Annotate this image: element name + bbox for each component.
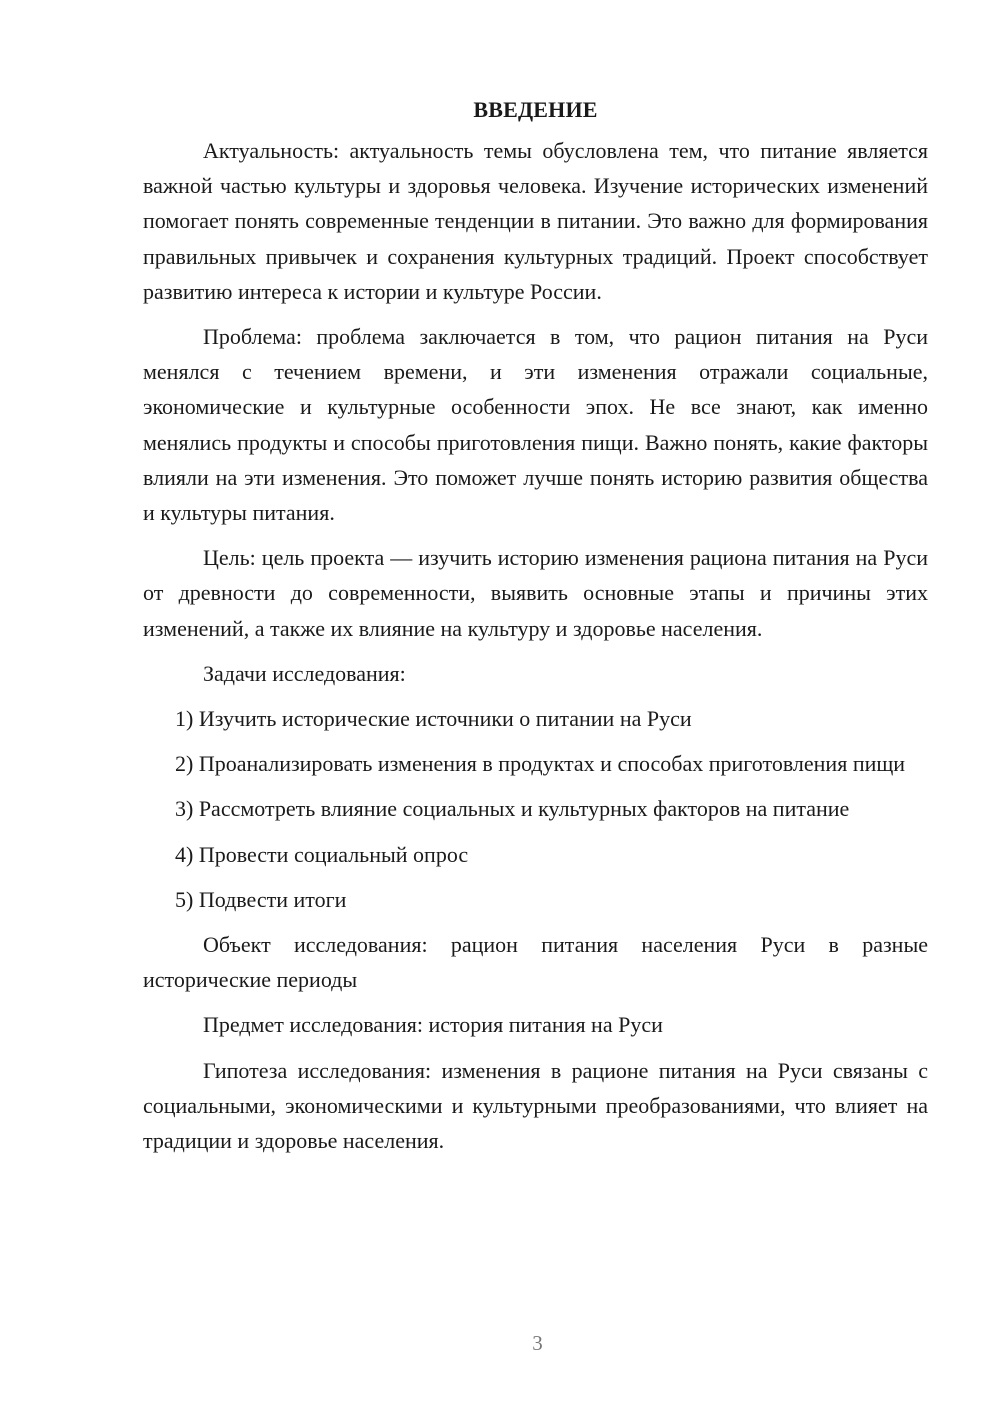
relevance-paragraph: Актуальность: актуальность темы обусловлена тем, что питание является важной частью культуры и здоровья человека. Изучение исторических изменений помогает понять современные тенденции в питании. Это важно для формирования правильных привычек и сохранения культурных традиций. Проект способствует развитию интереса к истории и культуре России. <box>143 138 928 304</box>
tasks-heading: Задачи исследования: <box>203 660 406 686</box>
goal-paragraph: Цель: цель проекта — изучить историю изменения рациона питания на Руси от древности до современности, выявить основные этапы и причины этих изменений, а также их влияние на культуру и здоровье населения. <box>143 545 928 641</box>
research-object-paragraph: Объект исследования: рацион питания населения Руси в разные исторические периоды <box>143 932 928 993</box>
research-subject-paragraph: Предмет исследования: история питания на Руси <box>203 1012 663 1038</box>
page-title: ВВЕДЕНИЕ <box>473 97 598 122</box>
hypothesis-paragraph: Гипотеза исследования: изменения в рационе питания на Руси связаны с социальными, экономическими и культурными преобразованиями, что влияет на традиции и здоровье населения. <box>143 1057 928 1154</box>
task-item-1: 1) Изучить исторические источники о питании на Руси <box>175 706 692 732</box>
task-item-3: 3) Рассмотреть влияние социальных и культурных факторов на питание <box>175 796 850 822</box>
problem-paragraph: Проблема: проблема заключается в том, что рацион питания на Руси менялся с течением времени, и эти изменения отражали социальные, экономические и культурные особенности эпох. Не все знают, как именно менялись продукты и способы приготовления пищи. Важно понять, какие факторы влияли на эти изменения. Это поможет лучше понять историю развития общества и культуры питания. <box>143 324 928 526</box>
task-item-4: 4) Провести социальный опрос <box>175 841 469 867</box>
page-number: 3 <box>532 1331 543 1355</box>
task-item-5: 5) Подвести итоги <box>175 886 347 912</box>
document-page <box>143 92 928 1168</box>
task-item-2: 2) Проанализировать изменения в продуктах и способах приготовления пищи <box>175 751 906 777</box>
